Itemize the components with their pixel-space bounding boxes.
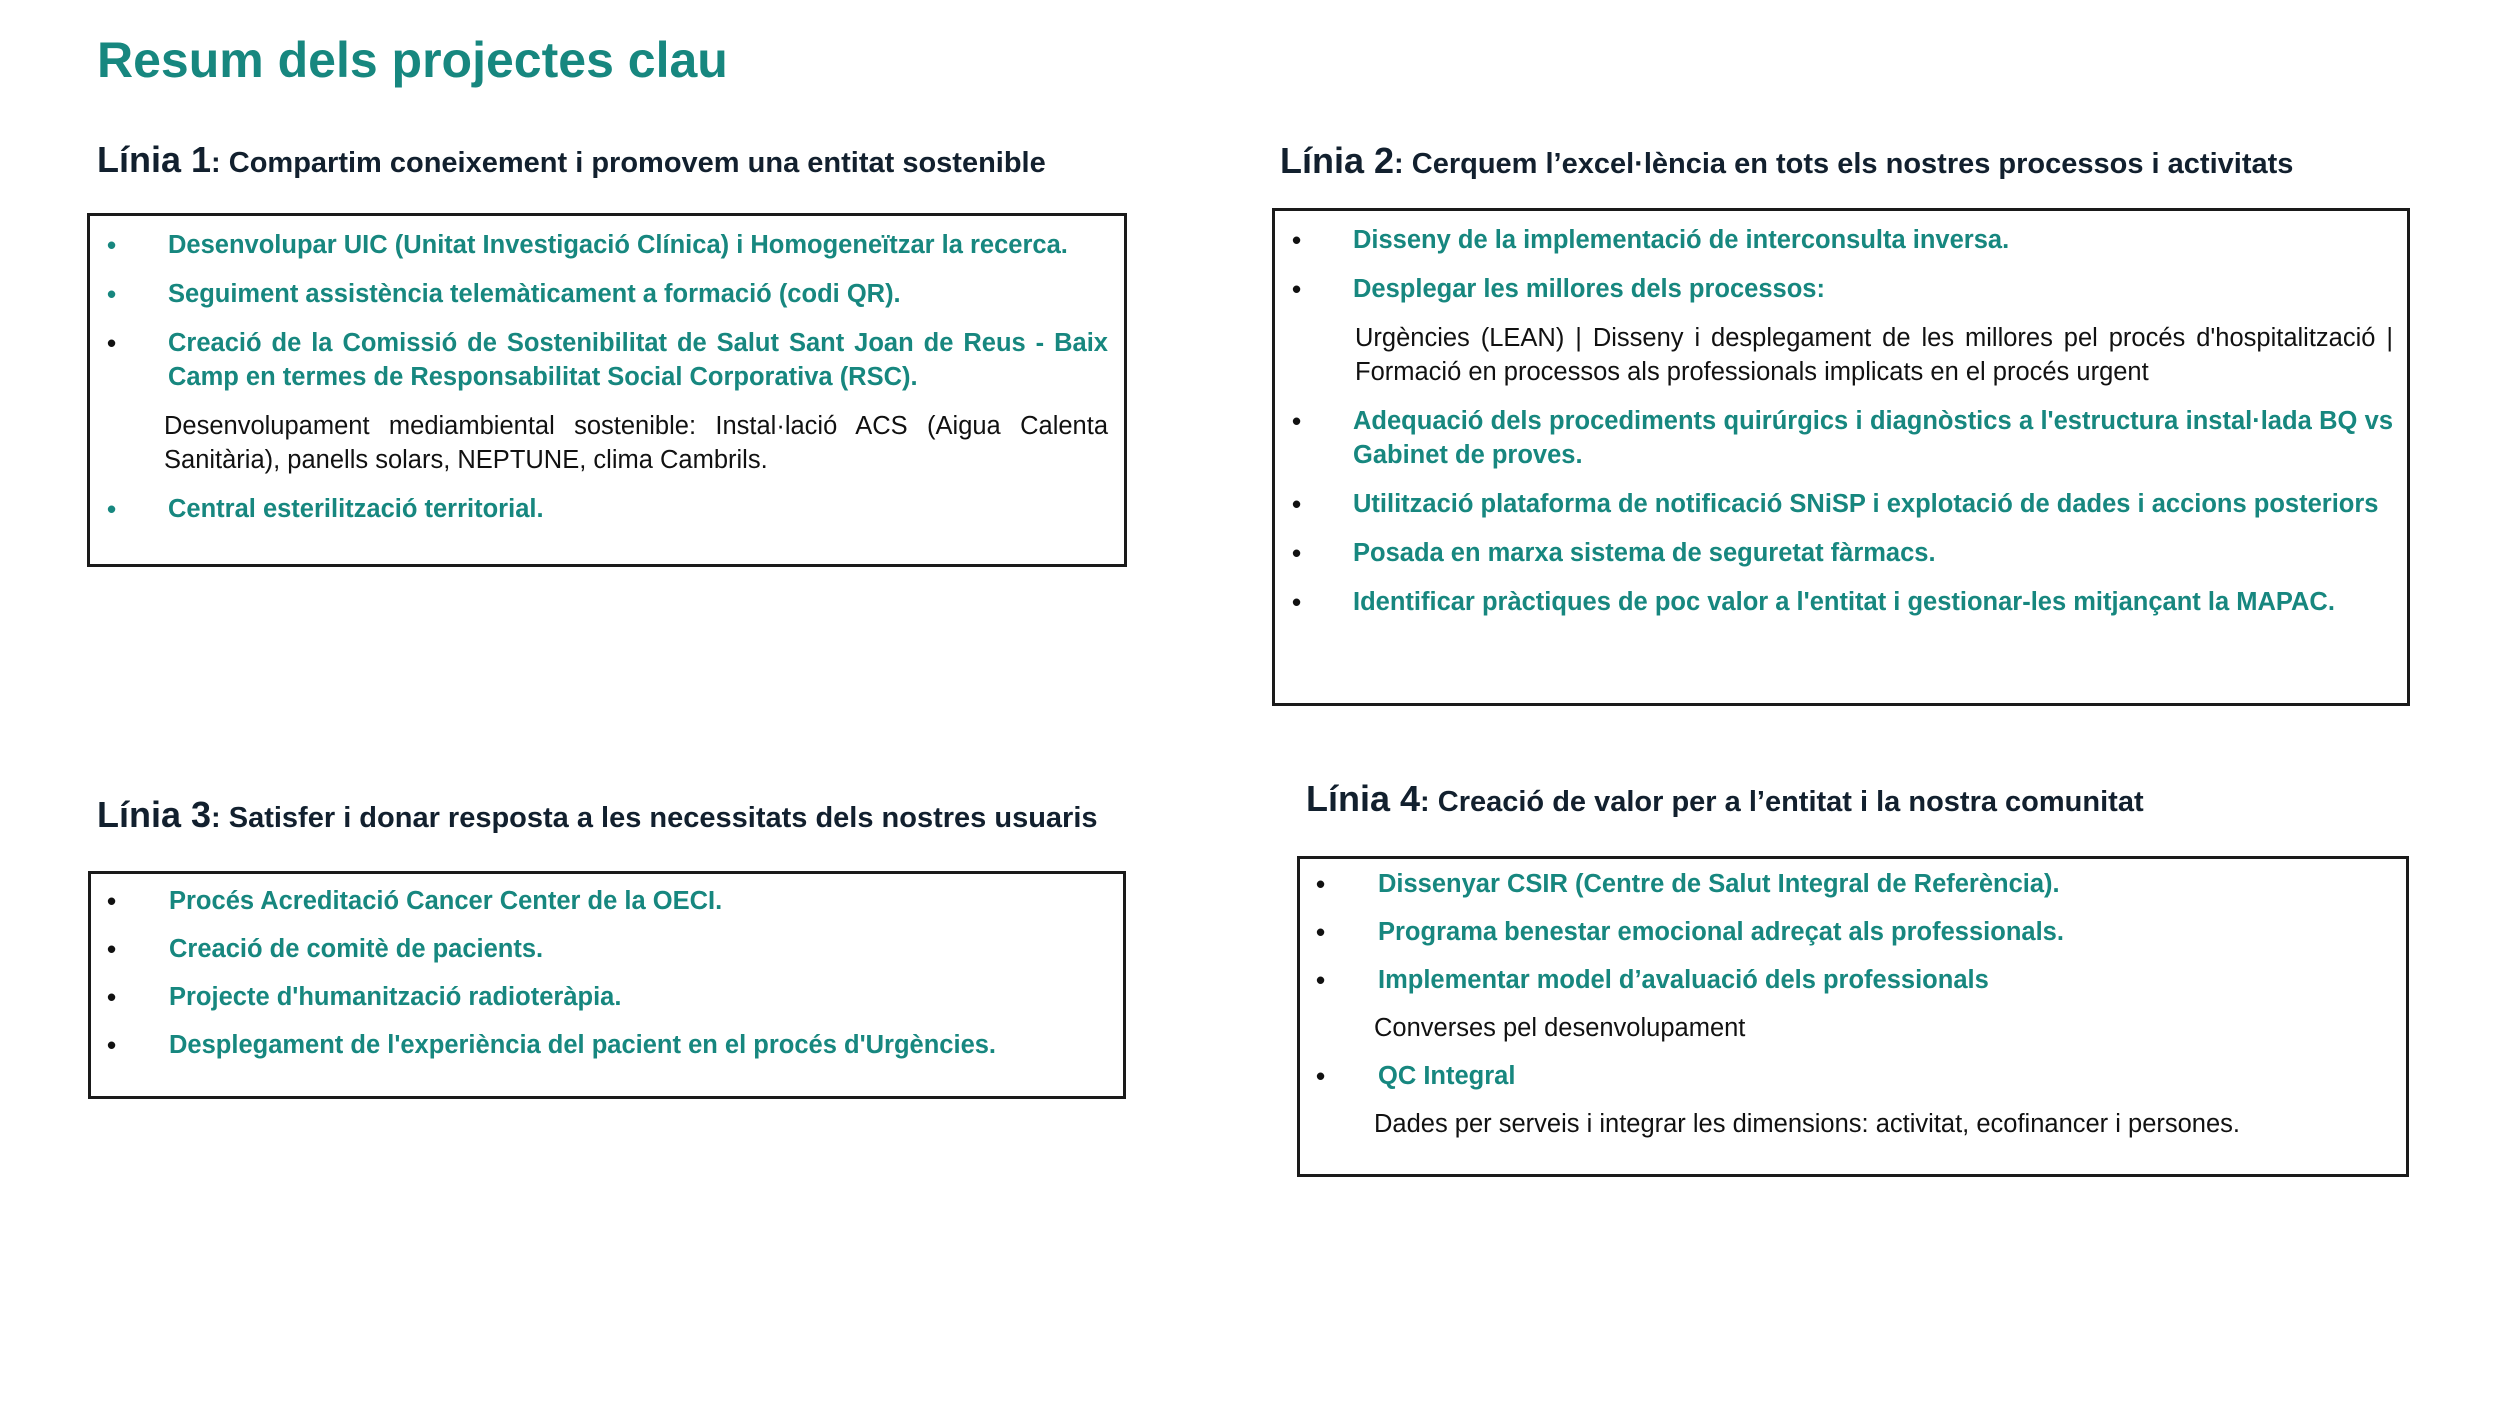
line-3-number: Línia 3: [97, 794, 212, 835]
list-item-text: Dissenyar CSIR (Centre de Salut Integral de Referència).: [1378, 870, 2060, 898]
bullet-icon: •: [1316, 1061, 1326, 1091]
list-item: [91, 884, 1109, 918]
bullet-icon: •: [107, 328, 117, 358]
line-1-box: [87, 213, 1127, 567]
bullet-icon: •: [1292, 587, 1302, 617]
line-3-heading: [97, 793, 1098, 836]
list-item: [90, 228, 1108, 262]
list-item-text: Disseny de la implementació de interconsulta inversa.: [1353, 226, 2010, 254]
list-item-text: Desplegar les millores dels processos:: [1353, 275, 1825, 303]
line-4-heading: [1306, 777, 2144, 820]
bullet-icon: •: [107, 886, 117, 916]
list-item-text: Programa benestar emocional adreçat als professionals.: [1378, 918, 2064, 946]
list-item: [1300, 963, 2392, 997]
list-item-text: QC Integral: [1378, 1062, 1516, 1090]
line-4-description: : Creació de valor per a l’entitat i la nostra comunitat: [1420, 786, 2144, 818]
bullet-icon: •: [1292, 406, 1302, 436]
line-2-box: [1272, 208, 2410, 706]
page-title: Resum dels projectes clau: [97, 32, 728, 88]
list-item: [1275, 223, 2393, 257]
bullet-icon: •: [107, 982, 117, 1012]
list-item-text: Seguiment assistència telemàticament a formació (codi QR).: [168, 280, 901, 308]
list-item-text: Utilització plataforma de notificació SNiSP i explotació de dades i accions posteriors: [1353, 490, 2379, 518]
list-item: [1275, 536, 2393, 570]
list-item-text: Implementar model d’avaluació dels professionals: [1378, 966, 1989, 994]
sub-item-text: Dades per serveis i integrar les dimensions: activitat, ecofinancer i persones.: [1374, 1110, 2240, 1138]
bullet-icon: •: [107, 934, 117, 964]
list-item: [1300, 1059, 2392, 1093]
bullet-icon: •: [1292, 489, 1302, 519]
list-item: [91, 932, 1109, 966]
list-item: [1300, 915, 2392, 949]
list-item: [1275, 585, 2393, 619]
list-item: [1275, 404, 2393, 472]
sub-item-text: Desenvolupament mediambiental sostenible: Instal·lació ACS (Aigua Calenta Sanitària), panells solars, NEPTUNE, clima Cambrils.: [164, 412, 1108, 474]
bullet-icon: •: [107, 494, 117, 524]
sub-item-text: Converses pel desenvolupament: [1374, 1014, 1746, 1042]
bullet-icon: •: [107, 230, 117, 260]
line-2-heading: [1280, 139, 2293, 182]
line-4-list: [1300, 867, 2392, 1141]
bullet-icon: •: [107, 279, 117, 309]
list-item-text: Creació de comitè de pacients.: [169, 935, 544, 963]
list-item: [1300, 867, 2392, 901]
line-3-box: [88, 871, 1126, 1099]
line-2-description: : Cerquem l’excel·lència en tots els nostres processos i activitats: [1394, 148, 2294, 180]
list-item-text: Desenvolupar UIC (Unitat Investigació Clínica) i Homogeneïtzar la recerca.: [168, 231, 1068, 259]
list-item: [90, 492, 1108, 526]
line-1-heading: [97, 138, 1046, 181]
list-item: [90, 326, 1108, 394]
line-3-description: : Satisfer i donar resposta a les necessitats dels nostres usuaris: [211, 802, 1098, 834]
list-item: [1275, 487, 2393, 521]
list-item-text: Identificar pràctiques de poc valor a l'entitat i gestionar-les mitjançant la MAPAC.: [1353, 588, 2335, 616]
list-item: [91, 980, 1109, 1014]
list-item-text: Posada en marxa sistema de seguretat fàrmacs.: [1353, 539, 1936, 567]
bullet-icon: •: [1292, 274, 1302, 304]
line-1-number: Línia 1: [97, 139, 212, 180]
list-item-text: Central esterilització territorial.: [168, 495, 544, 523]
line-1-description: : Compartim coneixement i promovem una entitat sostenible: [211, 147, 1046, 179]
list-item: [90, 277, 1108, 311]
sub-item-text: Urgències (LEAN) | Disseny i desplegament de les millores pel procés d'hospitalització | Formació en processos als professionals implicats en el procés urgent: [1355, 324, 2393, 386]
list-item-text: Desplegament de l'experiència del pacient en el procés d'Urgències.: [169, 1031, 997, 1059]
bullet-icon: •: [1316, 917, 1326, 947]
list-item-text: Projecte d'humanització radioteràpia.: [169, 983, 622, 1011]
line-4-number: Línia 4: [1306, 778, 1421, 819]
list-item-text: Adequació dels procediments quirúrgics i diagnòstics a l'estructura instal·lada BQ vs Gabinet de proves.: [1353, 407, 2393, 469]
list-item: [1275, 272, 2393, 306]
bullet-icon: •: [1316, 965, 1326, 995]
line-4-box: [1297, 856, 2409, 1177]
line-2-list: [1275, 223, 2393, 619]
line-1-list: [90, 228, 1108, 526]
line-3-list: [91, 884, 1109, 1062]
list-item-text: Creació de la Comissió de Sostenibilitat de Salut Sant Joan de Reus - Baix Camp en termes de Responsabilitat Social Corporativa (RSC).: [168, 329, 1108, 391]
bullet-icon: •: [1292, 538, 1302, 568]
bullet-icon: •: [1316, 869, 1326, 899]
bullet-icon: •: [107, 1030, 117, 1060]
bullet-icon: •: [1292, 225, 1302, 255]
line-2-number: Línia 2: [1280, 140, 1395, 181]
list-item: [91, 1028, 1109, 1062]
list-item-text: Procés Acreditació Cancer Center de la OECI.: [169, 887, 723, 915]
